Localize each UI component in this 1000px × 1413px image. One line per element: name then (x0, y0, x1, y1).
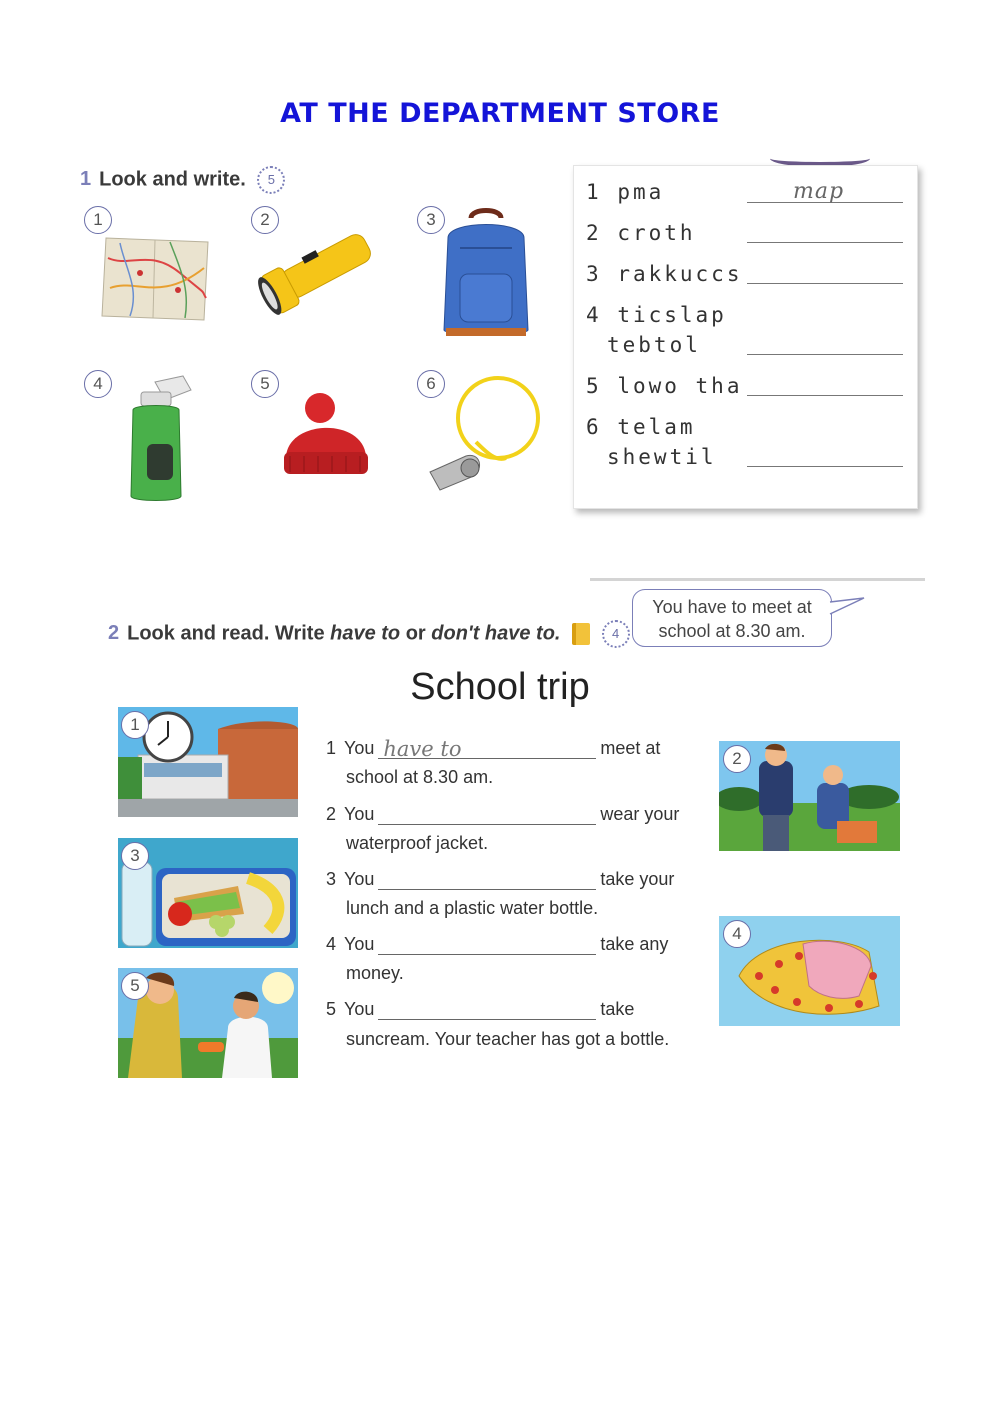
picture-number-5: 5 (121, 972, 149, 1000)
map-image (100, 228, 212, 326)
scrambled-word: croth (617, 221, 696, 245)
divider (590, 578, 925, 581)
word-row-6 (586, 415, 696, 439)
word-row-4-cont: tebtol (607, 333, 701, 357)
sentence-1 (326, 738, 660, 759)
item-number-2: 2 (251, 206, 279, 234)
item-number-6: 6 (417, 370, 445, 398)
torch-image (252, 222, 382, 317)
section1-number: 1 (80, 168, 92, 191)
picture-number-1: 1 (121, 711, 149, 739)
answer-blank-2[interactable] (378, 804, 596, 825)
answer-blank-1[interactable] (378, 738, 596, 759)
word-number: 2 (586, 221, 602, 245)
item-number-1: 1 (84, 206, 112, 234)
answer-line-2[interactable] (747, 212, 903, 243)
word-row-4 (586, 303, 727, 327)
water-bottle-image (125, 370, 197, 502)
scrambled-word: lowo tha (617, 374, 743, 398)
word-row-2 (586, 221, 696, 245)
scrambled-word: ticslap (617, 303, 727, 327)
word-row-5 (586, 374, 742, 398)
section2-instruction-or: or (400, 622, 432, 645)
sentence-post: meet at (600, 738, 661, 758)
section1-heading (80, 166, 285, 194)
sentence-number: 4 (326, 934, 337, 954)
word-number: 5 (586, 374, 602, 398)
answer-line-3[interactable] (747, 253, 903, 284)
sentence-pre: You (344, 869, 375, 889)
section2-instruction-italic2: don't have to. (431, 622, 561, 645)
sentence-3 (326, 869, 674, 890)
whistle-image (426, 372, 542, 496)
answer-blank-4[interactable] (378, 934, 596, 955)
word-puzzle-box (573, 165, 918, 509)
sentence-3-cont: lunch and a plastic water bottle. (346, 898, 599, 918)
item-number-5: 5 (251, 370, 279, 398)
bubble-tail (828, 596, 868, 620)
answer-handwriting: map (793, 179, 845, 204)
speech-bubble: You have to meet at school at 8.30 am. (632, 589, 832, 647)
sentence-number: 5 (326, 999, 337, 1019)
section1-instruction: Look and write. (99, 168, 246, 191)
section2-badge: 4 (602, 620, 630, 648)
word-row-3 (586, 262, 742, 286)
wool-hat-image (280, 390, 372, 482)
sentence-1-cont: school at 8.30 am. (346, 767, 494, 787)
word-row-6-cont: shewtil (607, 445, 717, 469)
sentence-number: 3 (326, 869, 337, 889)
sentence-pre: You (344, 738, 375, 758)
sentence-post: take any (600, 934, 669, 954)
word-number: 6 (586, 415, 602, 439)
sentence-2 (326, 804, 679, 825)
sentence-post: take (600, 999, 635, 1019)
answer-line-4[interactable] (747, 324, 903, 355)
section2-heading (108, 620, 630, 648)
answer-line-5[interactable] (747, 365, 903, 396)
scrambled-word: rakkuccs (617, 262, 743, 286)
word-row-1 (586, 180, 664, 204)
sentence-pre: You (344, 999, 375, 1019)
sentence-4 (326, 934, 668, 955)
word-number: 1 (586, 180, 602, 204)
section2-instruction-italic: have to (330, 622, 401, 645)
sentence-pre: You (344, 804, 375, 824)
sentence-pre: You (344, 934, 375, 954)
picture-number-2: 2 (723, 745, 751, 773)
notebook-icon (572, 623, 590, 645)
answer-handwriting: have to (383, 737, 462, 761)
picture-number-3: 3 (121, 842, 149, 870)
section1-badge: 5 (257, 166, 285, 194)
sentence-4-cont: money. (346, 963, 404, 983)
section2-number: 2 (108, 622, 120, 645)
sentence-number: 2 (326, 804, 337, 824)
word-number: 4 (586, 303, 602, 327)
section2-instruction: Look and read. Write (127, 622, 331, 645)
sentence-number: 1 (326, 738, 337, 758)
picture-number-4: 4 (723, 920, 751, 948)
sentence-2-cont: waterproof jacket. (346, 833, 489, 853)
school-trip-title: School trip (410, 666, 590, 708)
sentence-5 (326, 999, 634, 1020)
item-number-4: 4 (84, 370, 112, 398)
sentence-5-cont: suncream. Your teacher has got a bottle. (346, 1029, 670, 1049)
sentence-post: wear your (600, 804, 680, 824)
answer-line-6[interactable] (747, 436, 903, 467)
answer-blank-3[interactable] (378, 869, 596, 890)
scrambled-word: pma (617, 180, 665, 204)
item-number-3: 3 (417, 206, 445, 234)
rucksack-image (436, 208, 536, 340)
scrambled-word: telam (617, 415, 696, 439)
answer-line-1[interactable] (747, 172, 903, 203)
answer-blank-5[interactable] (378, 999, 596, 1020)
sentence-post: take your (600, 869, 675, 889)
worksheet-title: AT THE DEPARTMENT STORE (280, 98, 720, 129)
word-number: 3 (586, 262, 602, 286)
